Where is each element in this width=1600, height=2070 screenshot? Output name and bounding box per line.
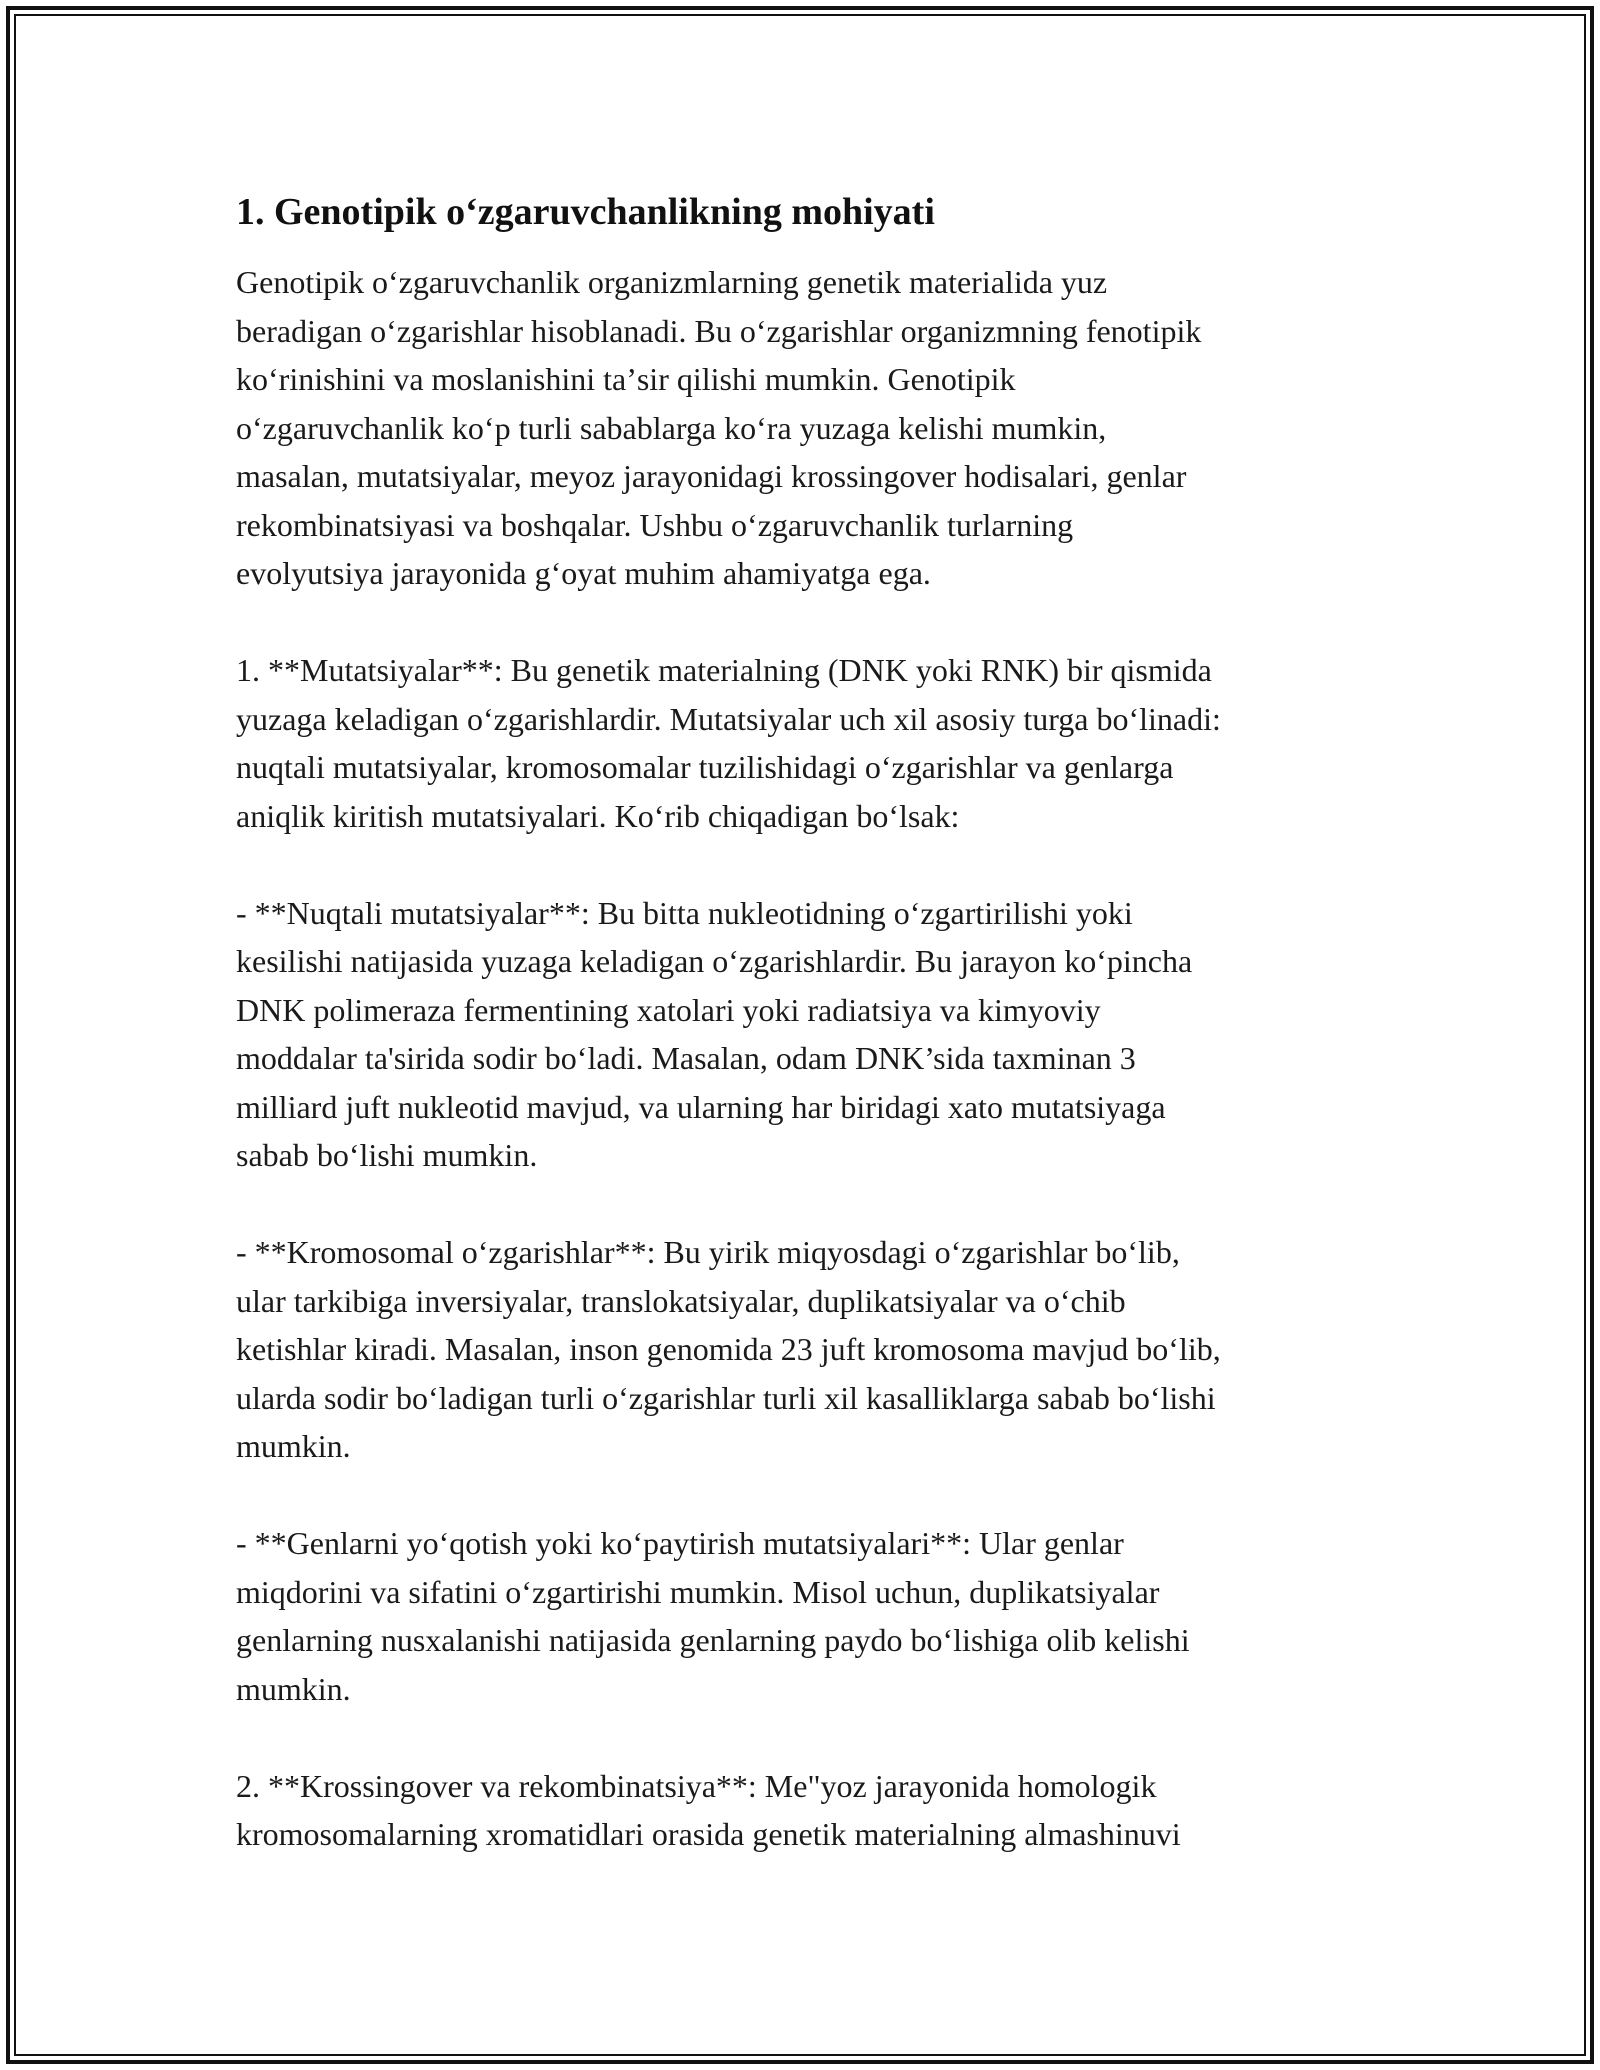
paragraph-spacer [236,1713,1386,1762]
paragraph-spacer [236,840,1386,889]
paragraph-gene-loss-gain: - **Genlarni yoʻqotish yoki koʻpaytirish mutatsiyalari**: Ular genlar miqdorini va sifatini oʻzgartirishi mumkin. Misol uchun, duplikatsiyalar genlarning nusxalanishi natijasida genlarning paydo boʻlishiga olib kelishi mumkin. [236,1525,1190,1707]
paragraph-spacer [236,598,1386,647]
paragraph-mutations: 1. **Mutatsiyalar**: Bu genetik materialning (DNK yoki RNK) bir qismida yuzaga keladigan oʻzgarishlardir. Mutatsiyalar uch xil asosiy turga boʻlinadi: nuqtali mutatsiyalar, kromosomalar tuzilishidagi oʻzgarishlar va genlarga aniqlik kiritish mutatsiyalari. Koʻrib chiqadigan boʻlsak: [236,652,1221,834]
paragraph-crossing-over: 2. **Krossingover va rekombinatsiya**: Me"yoz jarayonida homologik kromosomalarning xromatidlari orasida genetik materialning almashinuvi [236,1767,1181,1852]
paragraph-spacer [236,1180,1386,1229]
paragraph-spacer [236,1471,1386,1520]
paragraph-chromosomal-changes: - **Kromosomal oʻzgarishlar**: Bu yirik miqyosdagi oʻzgarishlar boʻlib, ular tarkibiga inversiyalar, translokatsiyalar, duplikatsiyalar va oʻchib ketishlar kiradi. Masalan, inson genomida 23 juft kromosoma mavjud boʻlib, ularda sodir boʻladigan turli oʻzgarishlar turli xil kasalliklarga sabab boʻlishi mumkin. [236,1234,1221,1464]
page-title: 1. Genotipik oʻzgaruvchanlikning mohiyati [236,191,935,233]
paragraph-point-mutations: - **Nuqtali mutatsiyalar**: Bu bitta nukleotidning oʻzgartirilishi yoki kesilishi natijasida yuzaga keladigan oʻzgarishlardir. Bu jarayon koʻpincha DNK polimeraza fermentining xatolari yoki radiatsiya va kimyoviy moddalar ta'sirida sodir boʻladi. Masalan, odam DNK’sida taxminan 3 milliard juft nukleotid mavjud, va ularning har biridagi xato mutatsiyaga sabab boʻlishi mumkin. [236,894,1193,1173]
paragraph-intro: Genotipik oʻzgaruvchanlik organizmlarning genetik materialida yuz beradigan oʻzgarishlar hisoblanadi. Bu oʻzgarishlar organizmning fenotipik koʻrinishini va moslanishini taʼsir qilishi mumkin. Genotipik oʻzgaruvchanlik koʻp turli sabablarga koʻra yuzaga kelishi mumkin, masalan, mutatsiyalar, meyoz jarayonidagi krossingover hodisalari, genlar rekombinatsiyasi va boshqalar. Ushbu oʻzgaruvchanlik turlarning evolyutsiya jarayonida gʻoyat muhim ahamiyatga ega. [236,264,1202,591]
document-body [236,188,1386,1859]
